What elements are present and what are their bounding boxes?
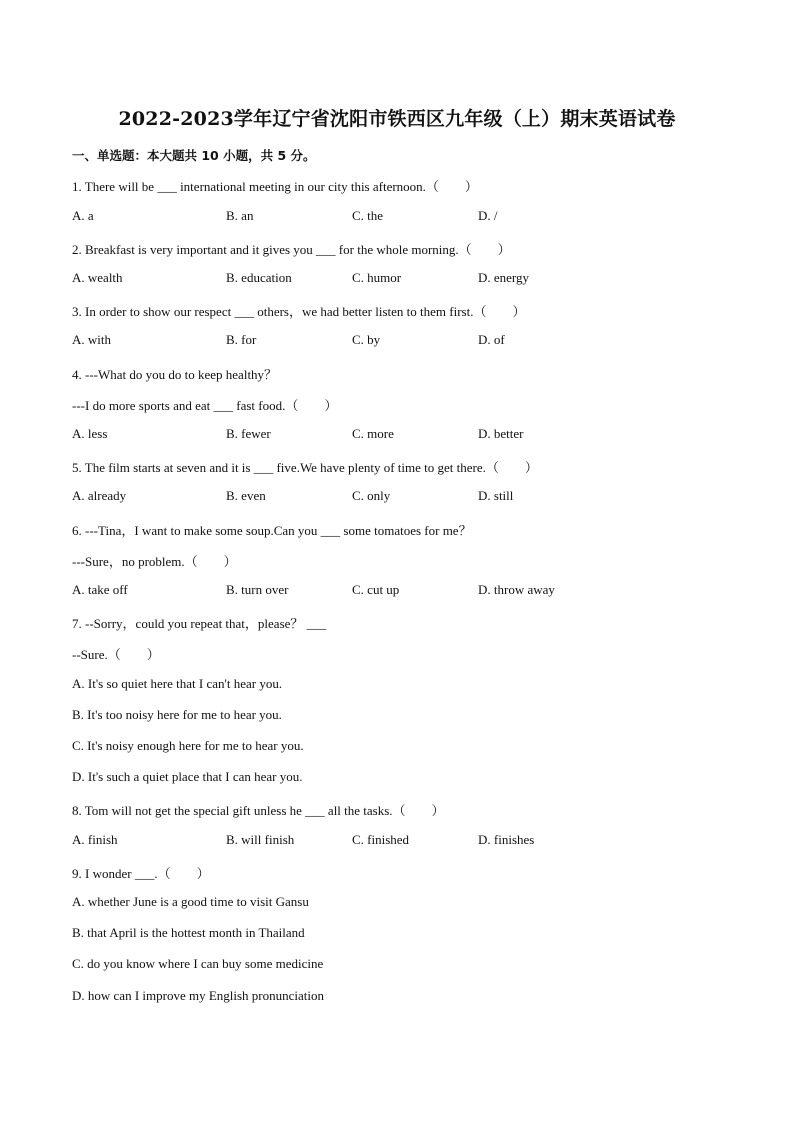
question-6-stem-line-2: ---Sure，no problem.（ ） bbox=[72, 554, 237, 569]
q3-option-a: A. with bbox=[72, 332, 111, 347]
question-1-stem: 1. There will be ___ international meeting in our city this afternoon.（ ） bbox=[72, 179, 478, 194]
question-9-stem: 9. I wonder ___.（ ） bbox=[72, 866, 210, 881]
question-8-stem: 8. Tom will not get the special gift unless he ___ all the tasks.（ ） bbox=[72, 803, 445, 818]
question-7-stem: 7. --Sorry，could you repeat that，please？ ___ bbox=[72, 616, 327, 631]
section-heading: 一、单选题：本大题共 10 小题，共 5 分。 bbox=[72, 148, 316, 163]
q7-option-d: D. It's such a quiet place that I can hear you. bbox=[72, 769, 303, 784]
page-title: 2022-2023学年辽宁省沈阳市铁西区九年级（上）期末英语试卷 bbox=[118, 108, 676, 130]
q5-option-d: D. still bbox=[478, 488, 514, 503]
question-6-stem: 6. ---Tina，I want to make some soup.Can you ___ some tomatoes for me？ bbox=[72, 523, 472, 538]
q5-option-b: B. even bbox=[226, 488, 266, 503]
q9-option-c: C. do you know where I can buy some medicine bbox=[72, 956, 324, 971]
question-2-stem: 2. Breakfast is very important and it gives you ___ for the whole morning.（ ） bbox=[72, 242, 511, 257]
q3-option-b: B. for bbox=[226, 332, 257, 347]
q1-option-d: D. / bbox=[478, 208, 498, 223]
q1-option-a: A. a bbox=[72, 208, 94, 223]
q2-option-b: B. education bbox=[226, 270, 292, 285]
q2-option-d: D. energy bbox=[478, 270, 530, 285]
q4-option-a: A. less bbox=[72, 426, 108, 441]
q4-option-d: D. better bbox=[478, 426, 524, 441]
question-7-stem-line-2: --Sure.（ ） bbox=[72, 647, 160, 662]
question-4-stem-line-2: ---I do more sports and eat ___ fast food.（ ） bbox=[72, 398, 338, 413]
q1-option-c: C. the bbox=[352, 208, 384, 223]
q7-option-a: A. It's so quiet here that I can't hear you. bbox=[72, 676, 283, 691]
q9-option-b: B. that April is the hottest month in Thailand bbox=[72, 925, 305, 940]
q2-option-c: C. humor bbox=[352, 270, 402, 285]
q5-option-c: C. only bbox=[352, 488, 391, 503]
q9-option-a: A. whether June is a good time to visit Gansu bbox=[72, 894, 309, 909]
q8-option-b: B. will finish bbox=[226, 832, 295, 847]
q6-option-a: A. take off bbox=[72, 582, 128, 597]
q9-option-d: D. how can I improve my English pronunciation bbox=[72, 988, 325, 1003]
q3-option-d: D. of bbox=[478, 332, 505, 347]
question-4-stem: 4. ---What do you do to keep healthy？ bbox=[72, 367, 278, 382]
q7-option-c: C. It's noisy enough here for me to hear you. bbox=[72, 738, 304, 753]
q6-option-d: D. throw away bbox=[478, 582, 555, 597]
q4-option-c: C. more bbox=[352, 426, 394, 441]
q6-option-b: B. turn over bbox=[226, 582, 289, 597]
q8-option-c: C. finished bbox=[352, 832, 410, 847]
q1-option-b: B. an bbox=[226, 208, 254, 223]
q7-option-b: B. It's too noisy here for me to hear you. bbox=[72, 707, 282, 722]
q3-option-c: C. by bbox=[352, 332, 381, 347]
q8-option-a: A. finish bbox=[72, 832, 118, 847]
question-3-stem: 3. In order to show our respect ___ others，we had better listen to them first.（ ） bbox=[72, 304, 526, 319]
q2-option-a: A. wealth bbox=[72, 270, 123, 285]
q5-option-a: A. already bbox=[72, 488, 127, 503]
q6-option-c: C. cut up bbox=[352, 582, 400, 597]
question-5-stem: 5. The film starts at seven and it is ___ five.We have plenty of time to get there.（ ） bbox=[72, 460, 538, 475]
q4-option-b: B. fewer bbox=[226, 426, 271, 441]
q8-option-d: D. finishes bbox=[478, 832, 535, 847]
